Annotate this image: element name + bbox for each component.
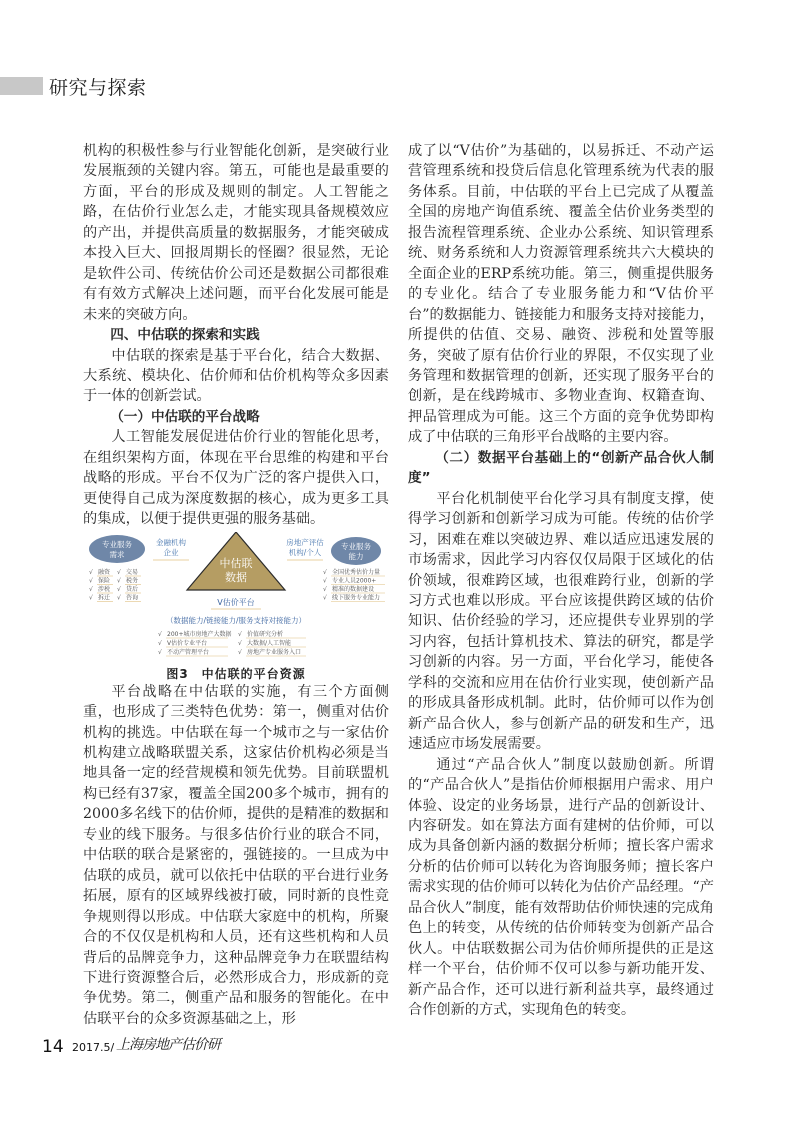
paragraph: 人工智能发展促进估价行业的智能化思考，在组织架构方面，体现在平台思维的构建和平台战略的形成。平台不仅为广泛的客户提供入口，更使得自己成为深度数据的核心，成为更多工具的集成，以便于提供更强的服务基础。 [83, 429, 389, 528]
publication-logo: 上海房地产估价研 [116, 1037, 220, 1053]
right-list-item: 全国优秀估价力量 [332, 568, 381, 576]
subsection-heading: （一）中估联的平台战略 [110, 408, 260, 425]
check-icon: √ [238, 648, 242, 656]
top-left-label-1: 金融机构 [156, 537, 186, 547]
check-icon: √ [323, 594, 327, 602]
top-left-label-2: 企业 [163, 547, 179, 557]
right-list-item: 线下服务专业能力 [332, 594, 381, 602]
check-icon: √ [89, 585, 93, 593]
check-icon: √ [158, 639, 162, 647]
check-icon: √ [89, 568, 93, 576]
paragraph: 成了以“V估价”为基础的，以易拆迁、不动产运营管理系统和投贷后信息化管理系统为代表的服务体系。目前，中估联的平台上已完成了从覆盖全国的房地产询值系统、覆盖全估价业务类型的报告流程管理系统、企业办公系统、知识管理系统、财务系统和人力资源管理系统共六大模块的全面企业的ERP系统功能。第三，侧重提供服务的专业化。结合了专业服务能力和“V估价平台”的数据能力、链接能力和服务支持对接能力，所提供的估值、交易、融资、涉税和处置等服务，突破了原有估价行业的界限，不仅实现了业务管理和数据管理的创新，还实现了服务平台的创新，是在线跨城市、多物业查询、权籍查询、押品管理成为可能。这三个方面的竞争优势即构成了中估联的三角形平台战略的主要内容。 [408, 143, 714, 446]
bottom-list-item: 200+城市房地产大数据 [167, 630, 232, 638]
check-icon: √ [323, 568, 327, 576]
bottom-list-item: 房地产专业服务入口 [247, 648, 302, 656]
left-list-item: 保险 [98, 577, 111, 585]
check-icon: √ [323, 577, 327, 585]
figure-caption: 图3 中估联的平台资源 [166, 666, 306, 681]
page-number: 14 [42, 1037, 64, 1057]
check-icon: √ [89, 594, 93, 602]
paragraph: 通过“产品合伙人”制度以鼓励创新。所谓的“产品合伙人”是指估价师根据用户需求、用户体验、设定的业务场景，进行产品的创新设计、内容研发。如在算法方面有建树的估价师，可以成为具备创新内涵的数据分析师；擅长客户需求分析的估价师可以转化为咨询服务师；擅长客户需求实现的估价师可以转化为估价产品经理。“产品合伙人”制度，能有效帮助估价师快速的完成角色上的转变，从传统的估价师转变为创新产品合伙人。中估联数据公司为估价师所提供的正是这样一个平台，估价师不仅可以参与新功能开发、新产品合作，还可以进行新利益共享，最终通过合作创新的方式，实现角色的转变。 [408, 756, 714, 1019]
platform-label: V估价平台 [217, 597, 255, 607]
right-ellipse-label-2: 能力 [348, 551, 364, 561]
left-ellipse-label-2: 需求 [109, 549, 125, 559]
check-icon: √ [117, 594, 121, 602]
subsection-heading: （二）数据平台基础上的“创新产品合伙人制度” [408, 449, 714, 487]
check-icon: √ [323, 585, 327, 593]
left-column [83, 141, 389, 1029]
right-list-item: 专业人员2000+ [332, 577, 377, 585]
center-label-2: 数据 [225, 570, 247, 584]
right-column [408, 141, 714, 1020]
paragraph: 中估联的探索是基于平台化，结合大数据、大系统、模块化、估价师和估价机构等众多因素于一体的创新尝试。 [83, 347, 389, 405]
bottom-list-item: V估价专业平台 [167, 639, 208, 647]
bottom-list [158, 630, 306, 656]
figure-platform-resources [83, 532, 389, 668]
bottom-list-item: 价值研究分析 [247, 630, 284, 638]
left-list-item: 涉税 [98, 585, 111, 593]
check-icon: √ [117, 585, 121, 593]
check-icon: √ [89, 577, 93, 585]
check-icon: √ [158, 648, 162, 656]
section-marker-bar [0, 77, 43, 95]
issue-label: 2017.5/ [72, 1041, 115, 1054]
check-icon: √ [238, 639, 242, 647]
left-list-item: 贷后 [126, 585, 139, 593]
paragraph: 平台战略在中估联的实施，有三个方面侧重，也形成了三类特色优势：第一，侧重对估价机构的挑选。中估联在每一个城市之与一家估价机构建立战略联盟关系，这家估价机构必须是当地具备一定的经营规模和领先优势。目前联盟机构已经有37家，覆盖全国200多个城市，拥有的2000多名线下的估价师，提供的是精准的数据和专业的线下服务。与很多估价行业的联合不同，中估联的联合是紧密的，强链接的。一旦成为中估联的成员，就可以依托中估联的平台进行业务拓展，原有的区域界线被打破，同时新的良性竞争规则得以形成。中估联大家庭中的机构，所聚合的不仅仅是机构和人员，还有这些机构和人员背后的品牌竞争力，这种品牌竞争力在联盟结构下进行资源整合后，必然形成合力，形成新的竞争优势。第二，侧重产品和服务的智能化。在中估联平台的众多资源基础之上，形 [83, 683, 389, 1027]
paragraph: 平台化机制使平台化学习具有制度支撑，使得学习创新和创新学习成为可能。传统的估价学习，困难在难以突破边界、难以适应迅速发展的市场需求，因此学习内容仅仅局限于区域化的估价领域，很难跨区域，也很难跨行业，创新的学习方式也难以形成。平台应该提供跨区域的估价知识、估价经验的学习，还应提供专业界别的学习内容，包括计算机技术、算法的研究，都是学习创新的内容。另一方面，平台化学习，能使各学科的交流和应用在估价行业实现，使创新产品的形成具备形成机制。此时，估价师可以作为创新产品合伙人，参与创新产品的研发和生产，迅速适应市场发展需要。 [408, 490, 714, 753]
left-list-item: 咨询 [126, 594, 139, 602]
check-icon: √ [117, 577, 121, 585]
center-label-1: 中估联 [219, 556, 253, 570]
check-icon: √ [117, 568, 121, 576]
right-ellipse-label-1: 专业服务 [341, 541, 371, 551]
right-list-item: 精准的数据建设 [332, 585, 375, 593]
top-right-label-1: 房地产评估 [286, 537, 324, 547]
top-right-label-2: 机构/个人 [288, 547, 322, 557]
platform-diagram [83, 532, 389, 668]
bottom-list-item: 大数据/人工智能 [247, 639, 292, 647]
capability-banner: （数据能力/链接能力/服务支持对接能力） [165, 615, 307, 625]
left-ellipse-label-1: 专业服务 [102, 539, 132, 549]
section-heading: 四、中估联的探索和实践 [110, 327, 260, 344]
section-title: 研究与探索 [49, 77, 147, 99]
right-list [323, 568, 385, 602]
paragraph: 机构的积极性参与行业智能化创新，是突破行业发展瓶颈的关键内容。第五，可能也是最重要的方面，平台的形成及规则的制定。人工智能之路，在估价行业怎么走，才能实现具备规模效应的产出，并提供高质量的数据服务，才能突破成本投入巨大、回报周期长的怪圈？很显然，无论是软件公司、传统估价公司还是数据公司都很难有有效方式解决上述问题，而平台化发展可能是未来的突破方向。 [83, 143, 389, 323]
left-list-item: 税务 [126, 577, 139, 585]
bottom-list-item: 不动产管理平台 [167, 648, 210, 656]
left-list-item: 拆迁 [98, 594, 111, 602]
check-icon: √ [238, 630, 242, 638]
check-icon: √ [158, 630, 162, 638]
left-list-item: 融资 [98, 568, 111, 576]
left-list [89, 568, 141, 602]
left-list-item: 交易 [126, 568, 139, 576]
